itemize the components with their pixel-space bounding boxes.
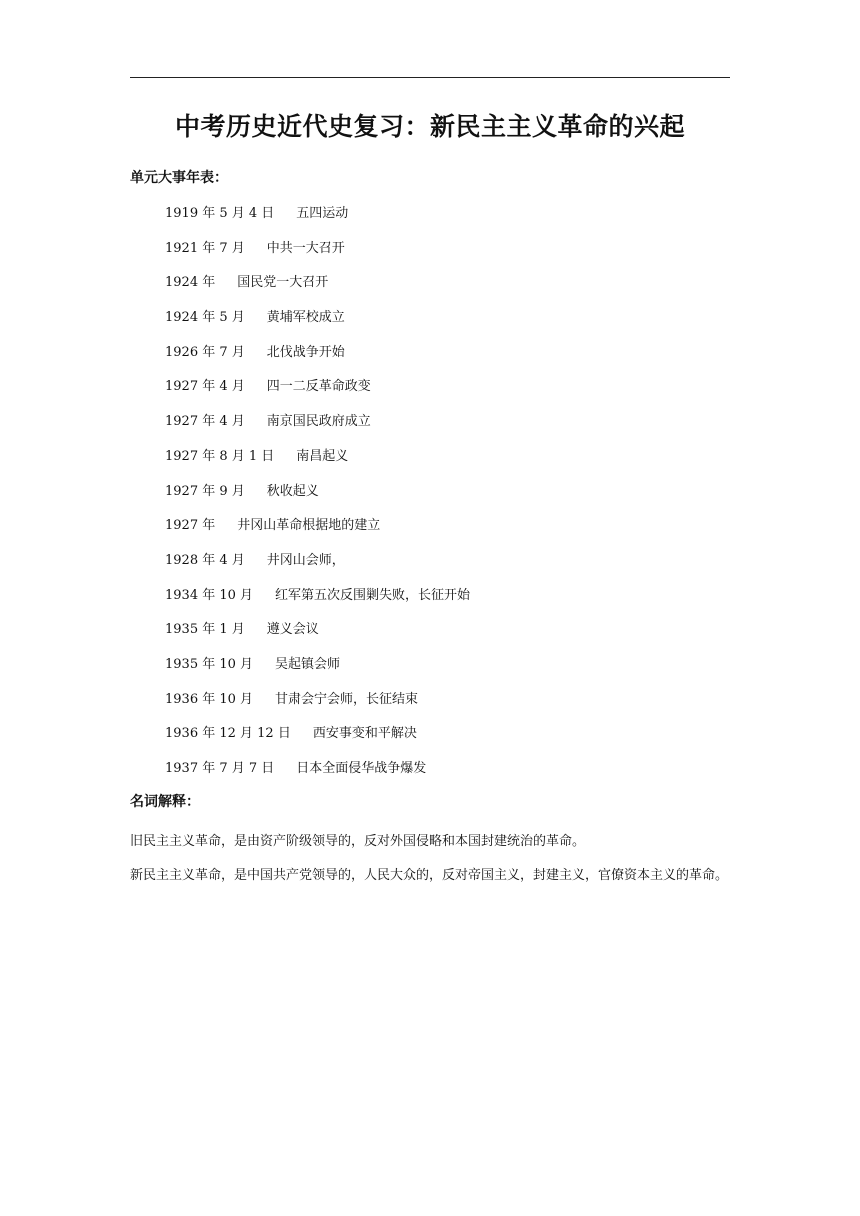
timeline-event: 甘肃会宁会师，长征结束	[275, 691, 419, 707]
timeline-event: 井冈山会师，	[266, 552, 345, 568]
timeline-item	[165, 689, 470, 724]
timeline-event: 黄埔军校成立	[266, 310, 345, 326]
timeline-date: 1936 年 10 月	[165, 691, 254, 707]
document-title: 中考历史近代史复习：新民主主义革命的兴起	[174, 112, 685, 141]
timeline-item	[165, 550, 470, 585]
timeline-item	[165, 619, 470, 654]
timeline-date: 1927 年	[165, 518, 216, 534]
timeline-event: 秋收起义	[266, 483, 319, 499]
timeline-event: 中共一大召开	[266, 240, 345, 256]
timeline-heading: 单元大事年表：	[130, 170, 228, 186]
timeline-item	[165, 272, 470, 307]
timeline-date: 1928 年 4 月	[165, 552, 245, 568]
timeline-date: 1927 年 8 月 1 日	[165, 448, 275, 464]
timeline-item	[165, 758, 470, 793]
timeline-event: 北伐战争开始	[266, 344, 345, 360]
terms-definitions	[130, 825, 732, 893]
timeline-event: 红军第五次反围剿失败，长征开始	[275, 587, 471, 603]
timeline-event: 四一二反革命政变	[266, 379, 371, 395]
terms-heading: 名词解释：	[130, 794, 200, 810]
timeline-event: 日本全面侵华战争爆发	[296, 761, 427, 776]
timeline-list	[165, 203, 470, 793]
timeline-event: 南京国民政府成立	[266, 414, 371, 430]
header-rule	[130, 77, 730, 78]
timeline-date: 1924 年	[165, 275, 216, 291]
timeline-date: 1937 年 7 月 7 日	[165, 761, 275, 776]
timeline-date: 1935 年 10 月	[165, 656, 254, 672]
timeline-date: 1936 年 12 月 12 日	[165, 726, 291, 742]
timeline-date: 1935 年 1 月	[165, 622, 245, 638]
term-definition: 新民主主义革命，是中国共产党领导的，人民大众的，反对帝国主义，封建主义，官僚资本主义的革命。	[130, 868, 729, 883]
term-definition: 旧民主主义革命，是由资产阶级领导的，反对外国侵略和本国封建统治的革命。	[130, 834, 586, 849]
timeline-item	[165, 203, 470, 238]
timeline-event: 五四运动	[296, 206, 349, 221]
timeline-item	[165, 411, 470, 446]
timeline-date: 1919 年 5 月 4 日	[165, 206, 275, 221]
timeline-event: 西安事变和平解决	[312, 726, 417, 742]
timeline-event: 遵义会议	[266, 622, 319, 638]
timeline-date: 1926 年 7 月	[165, 344, 245, 360]
timeline-event: 南昌起义	[296, 448, 349, 464]
timeline-item	[165, 585, 470, 620]
timeline-date: 1934 年 10 月	[165, 587, 254, 603]
timeline-date: 1927 年 9 月	[165, 483, 245, 499]
timeline-date: 1921 年 7 月	[165, 240, 245, 256]
timeline-item	[165, 342, 470, 377]
timeline-item	[165, 376, 470, 411]
timeline-event: 吴起镇会师	[275, 656, 341, 672]
timeline-date: 1927 年 4 月	[165, 379, 245, 395]
timeline-item	[165, 654, 470, 689]
timeline-item	[165, 515, 470, 550]
timeline-date: 1924 年 5 月	[165, 310, 245, 326]
timeline-event: 国民党一大召开	[237, 275, 329, 291]
timeline-item	[165, 481, 470, 516]
timeline-item	[165, 723, 470, 758]
timeline-item	[165, 446, 470, 481]
timeline-item	[165, 238, 470, 273]
timeline-item	[165, 307, 470, 342]
timeline-date: 1927 年 4 月	[165, 414, 245, 430]
timeline-event: 井冈山革命根据地的建立	[237, 518, 381, 534]
